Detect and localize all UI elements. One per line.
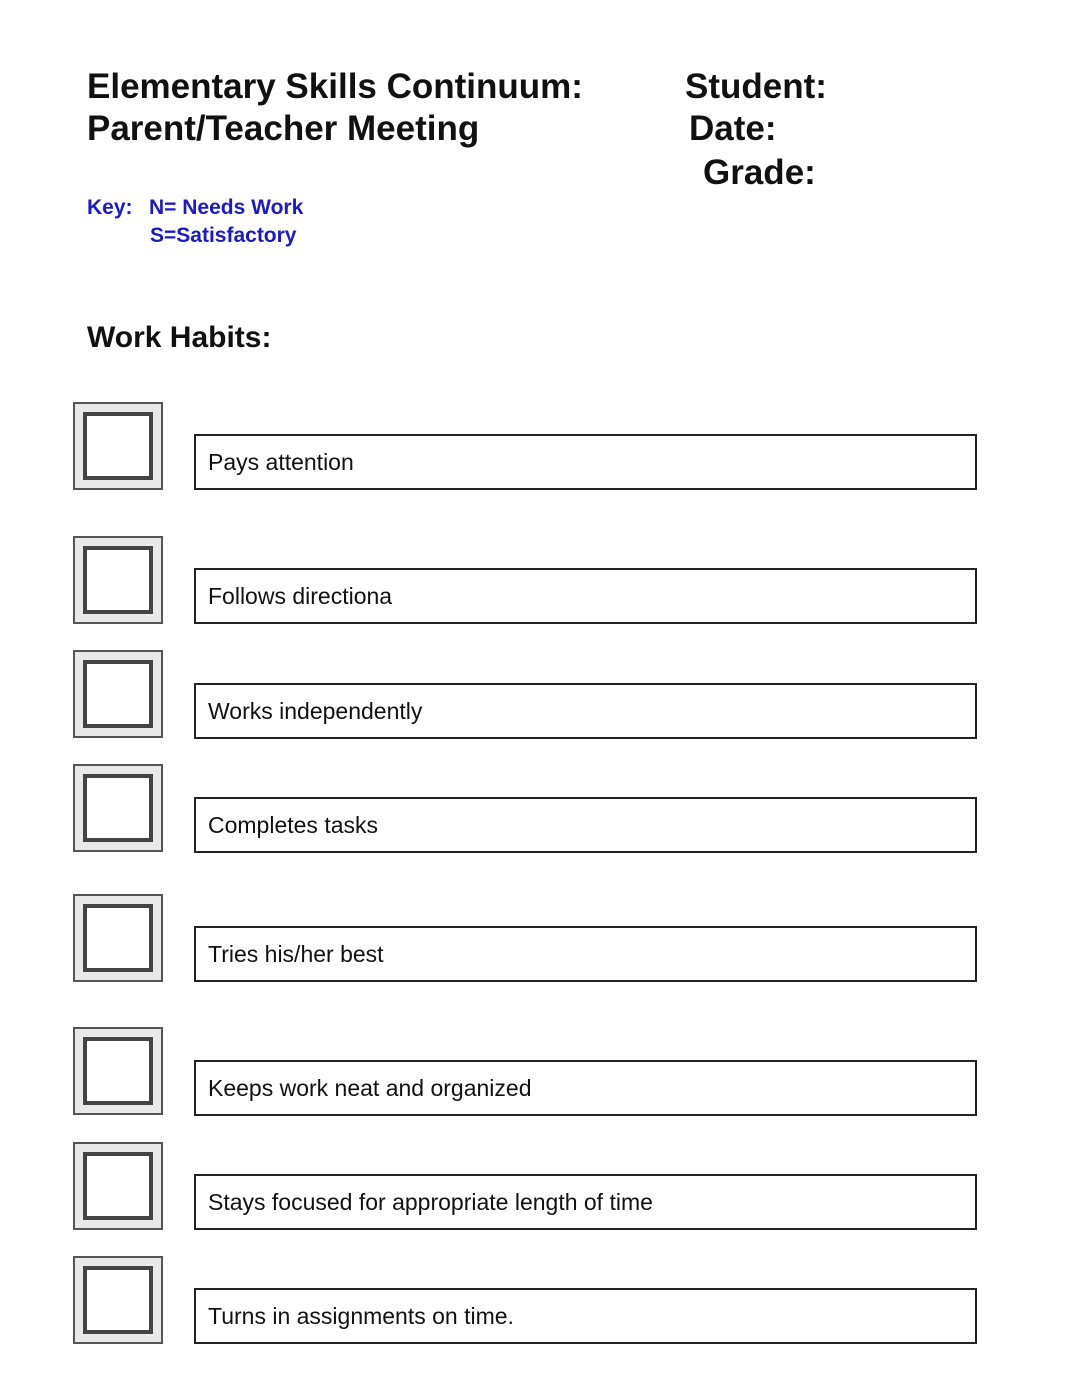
checkbox-inner-square — [83, 1266, 153, 1334]
grade-label: Grade: — [703, 153, 816, 192]
key-satisfactory: S=Satisfactory — [150, 224, 297, 247]
date-label: Date: — [689, 109, 777, 148]
skill-label: Pays attention — [208, 449, 354, 475]
checkbox-inner-square — [83, 546, 153, 614]
skill-item — [194, 568, 977, 624]
checkbox-inner-square — [83, 774, 153, 842]
skill-item — [194, 1174, 977, 1230]
rating-checkbox[interactable] — [73, 1027, 163, 1115]
checkbox-inner-square — [83, 660, 153, 728]
checkbox-inner-square — [83, 904, 153, 972]
rating-checkbox[interactable] — [73, 536, 163, 624]
rating-checkbox[interactable] — [73, 894, 163, 982]
checkbox-inner-square — [83, 1037, 153, 1105]
skill-label: Follows directiona — [208, 583, 393, 609]
skill-item — [194, 1060, 977, 1116]
skill-item — [194, 797, 977, 853]
student-label: Student: — [685, 67, 827, 106]
skill-label: Keeps work neat and organized — [208, 1075, 532, 1101]
skill-label: Completes tasks — [208, 812, 379, 838]
rating-checkbox[interactable] — [73, 402, 163, 490]
skill-label: Turns in assignments on time. — [208, 1303, 514, 1329]
skill-item — [194, 683, 977, 739]
rating-checkbox[interactable] — [73, 650, 163, 738]
skill-item — [194, 1288, 977, 1344]
document-title-line-1: Elementary Skills Continuum: — [87, 67, 583, 106]
checkbox-inner-square — [83, 412, 153, 480]
section-title: Work Habits: — [87, 321, 272, 354]
checkbox-inner-square — [83, 1152, 153, 1220]
skill-label: Stays focused for appropriate length of time — [208, 1189, 653, 1215]
skill-label: Tries his/her best — [208, 941, 384, 967]
skill-label: Works independently — [208, 698, 423, 724]
rating-checkbox[interactable] — [73, 1256, 163, 1344]
rating-checkbox[interactable] — [73, 1142, 163, 1230]
skill-item — [194, 434, 977, 490]
skill-item — [194, 926, 977, 982]
key-label: Key: — [87, 196, 133, 219]
rating-checkbox[interactable] — [73, 764, 163, 852]
key-needs-work: N= Needs Work — [149, 196, 304, 219]
document-title-line-2: Parent/Teacher Meeting — [87, 109, 480, 148]
